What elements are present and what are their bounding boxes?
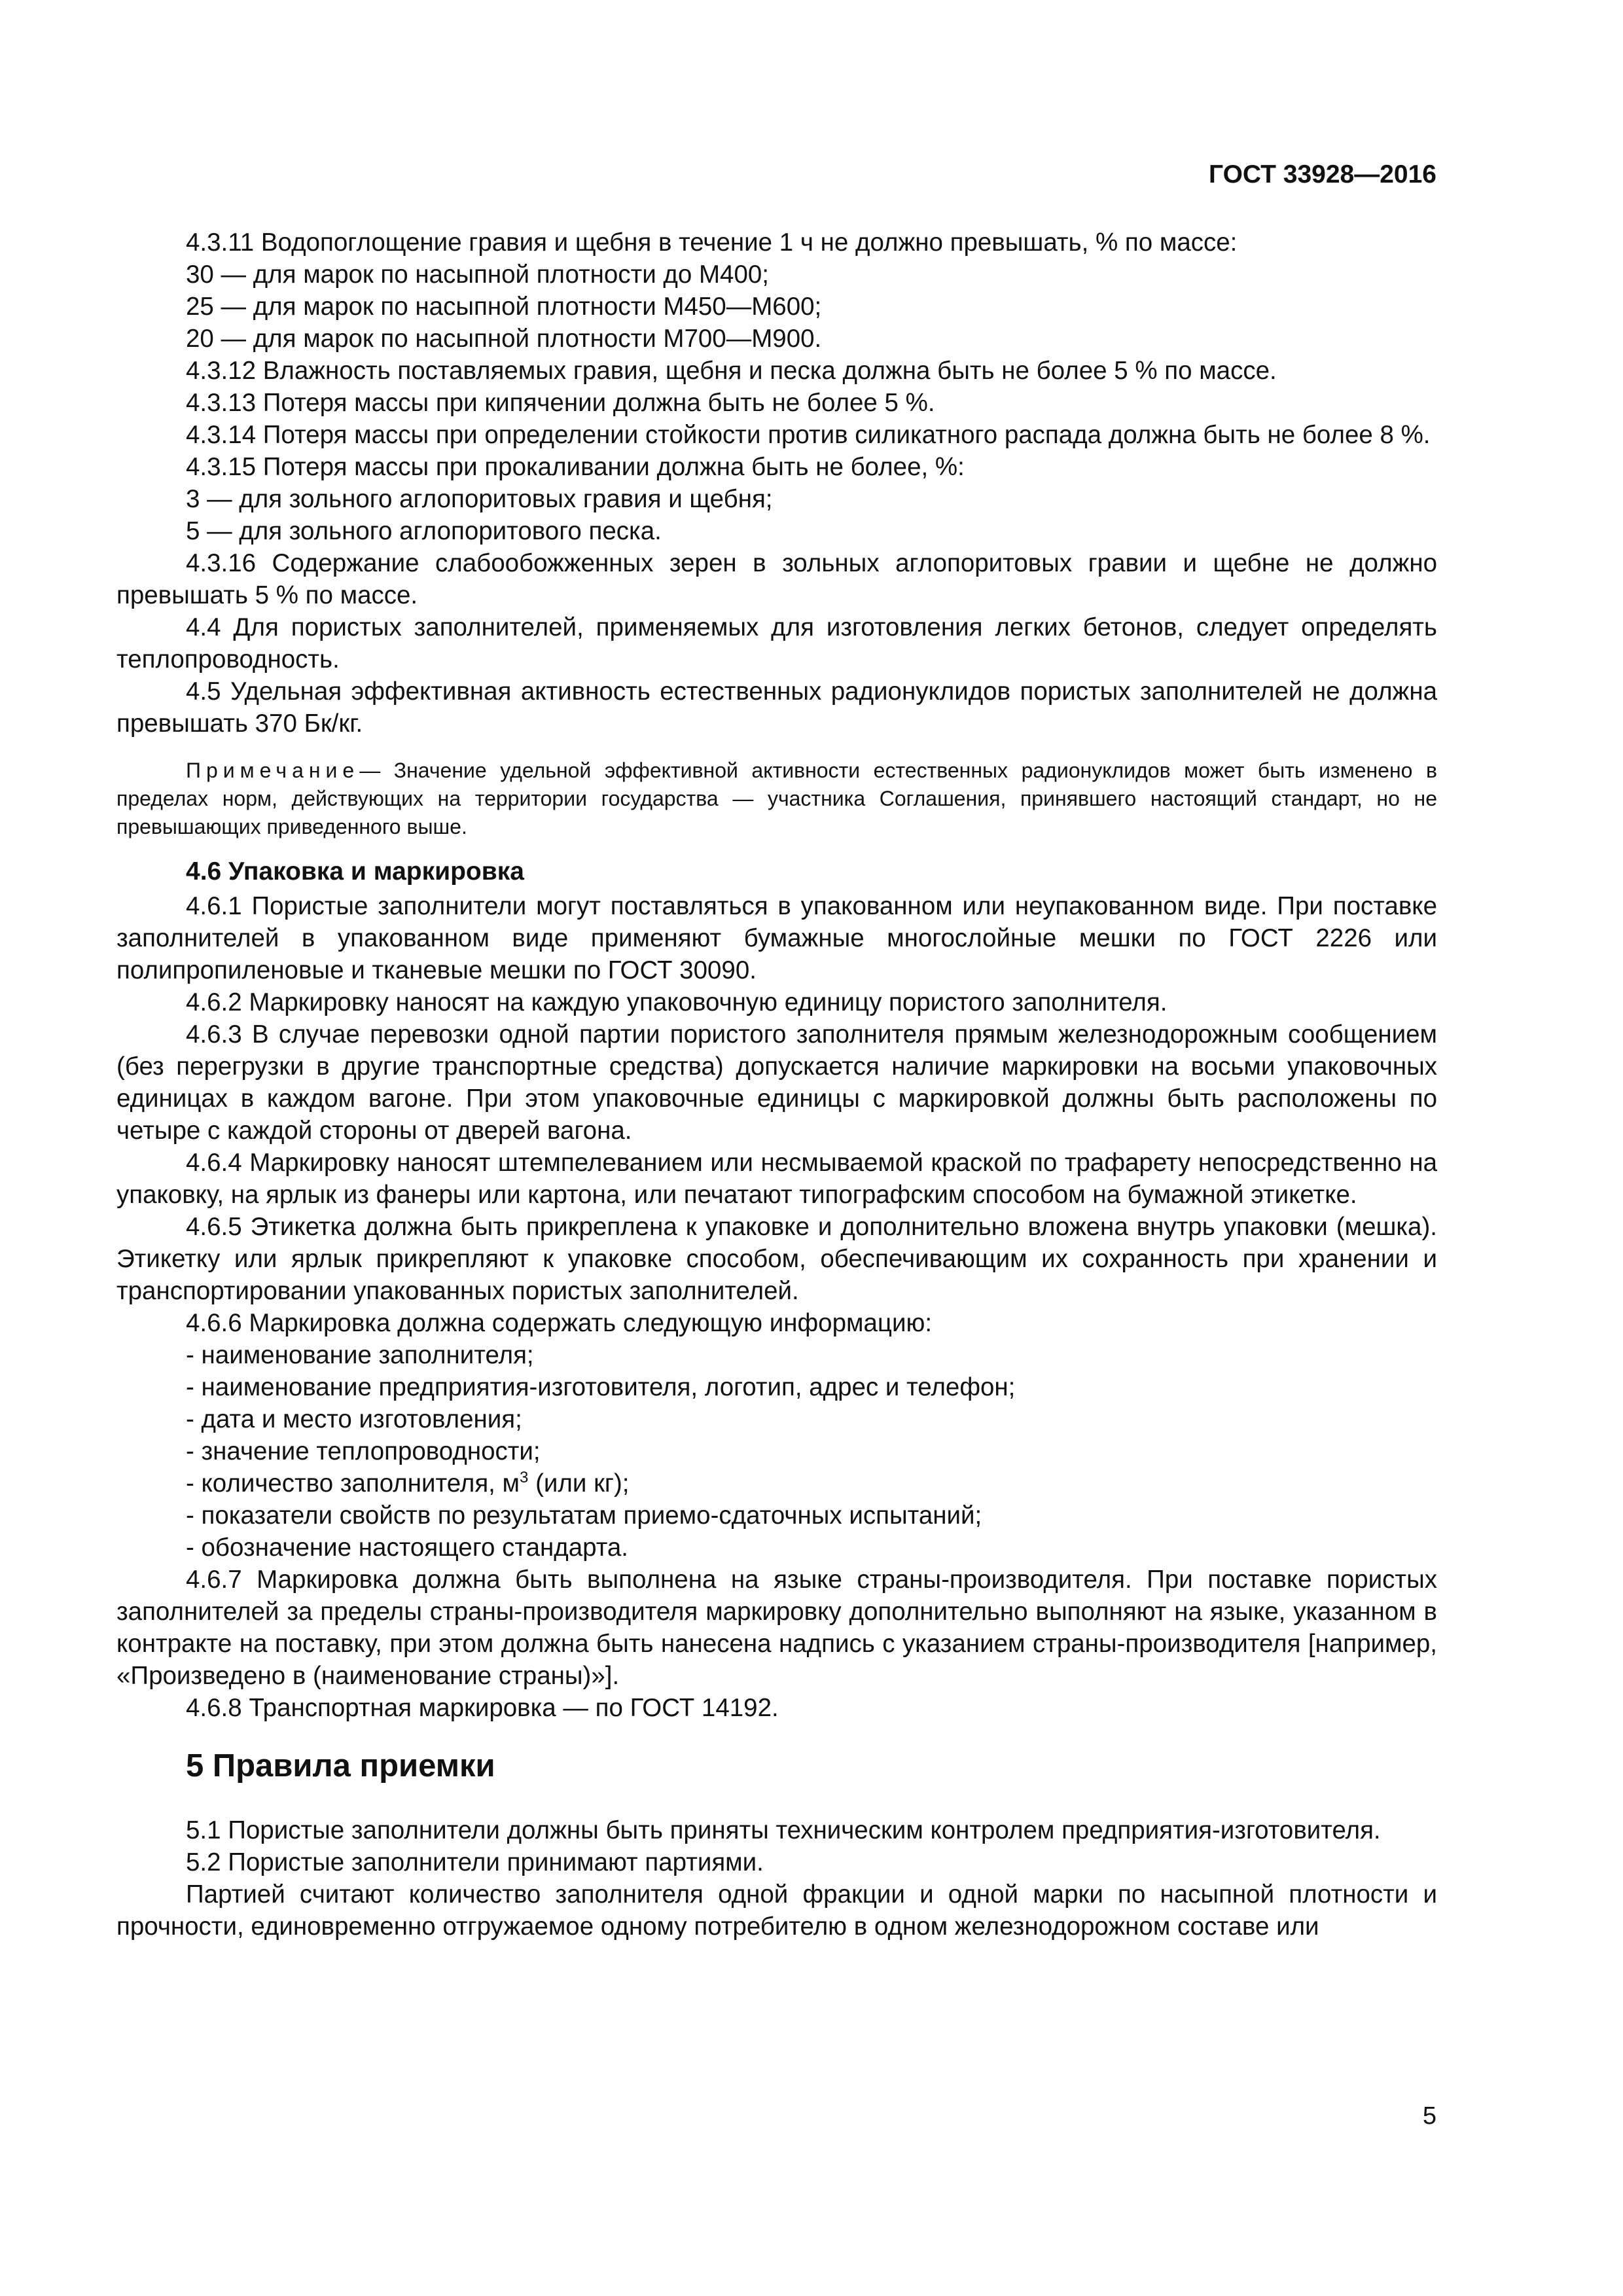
list-item: 30 — для марок по насыпной плотности до М400; [186,260,769,289]
paragraph: 4.3.11 Водопоглощение гравия и щебня в течение 1 ч не должно превышать, % по массе: [186,228,1238,257]
paragraph: 4.6.1 Пористые заполнители могут поставляться в упакованном или неупакованном виде. При поставке заполнителей в упакованном виде применяют бумажные многослойные мешки по ГОСТ 2226 или полипропиленовые и тканевые мешки по ГОСТ 30090. [116,892,1437,984]
paragraph: 4.6.6 Маркировка должна содержать следующую информацию: [186,1309,933,1337]
list-item: - обозначение настоящего стандарта. [186,1534,629,1562]
paragraph: 4.6.7 Маркировка должна быть выполнена на языке страны-производителя. При поставке пористых заполнителей за пределы страны-производителя маркировку дополнительно выполняют на языке, указанном в контракте на поставку, при этом должна быть нанесена надпись с указанием страны-производителя [например, «Произведено в (наименование страны)»]. [116,1566,1437,1690]
paragraph: 5.1 Пористые заполнители должны быть приняты техническим контролем предприятия-изготовителя. [186,1816,1381,1844]
subsection-4-6-part-2 [116,1499,1437,1724]
subsection-4-6-part-1 [116,890,1437,1467]
list-item: - значение теплопроводности; [186,1437,541,1465]
paragraph: 4.3.16 Содержание слабообожженных зерен в зольных аглопоритовых гравии и щебне не должно превышать 5 % по массе. [116,549,1437,609]
document-body [116,226,1437,1943]
paragraph: 4.6.5 Этикетка должна быть прикреплена к упаковке и дополнительно вложена внутрь упаковки (мешка). Этикетку или ярлык прикрепляют к упаковке способом, обеспечивающим их сохранность при хранении и транспортировании упакованных пористых заполнителей. [116,1213,1437,1305]
document-code-header: ГОСТ 33928—2016 [1209,160,1436,188]
paragraph: 4.3.13 Потеря массы при кипячении должна быть не более 5 %. [186,389,935,417]
quantity-unit-text: (или кг); [528,1469,630,1498]
list-item: - наименование заполнителя; [186,1341,534,1369]
note-block [116,757,1437,841]
list-item: 20 — для марок по насыпной плотности М700—М900. [186,325,822,353]
paragraph: 4.3.12 Влажность поставляемых гравия, щебня и песка должна быть не более 5 % по массе. [186,357,1277,385]
section-4-3-continuation [116,226,1437,740]
list-item: - дата и место изготовления; [186,1405,522,1433]
paragraph: 4.5 Удельная эффективная активность естественных радионуклидов пористых заполнителей не должна превышать 370 Бк/кг. [116,677,1437,738]
note-text: — Значение удельной эффективной активности естественных радионуклидов может быть изменено в пределах норм, действующих на территории государства — участника Соглашения, принявшего настоящий стандарт, но не превышающих приведенного выше. [116,759,1437,838]
section-heading: 5 Правила приемки [186,1748,495,1784]
paragraph: 4.3.14 Потеря массы при определении стойкости против силикатного распада должна быть не более 8 %. [186,421,1431,449]
subsection-heading: 4.6 Упаковка и маркировка [186,857,524,886]
list-item: - наименование предприятия-изготовителя, логотип, адрес и телефон; [186,1373,1016,1401]
cubic-superscript: 3 [520,1469,529,1487]
paragraph: Партией считают количество заполнителя одной фракции и одной марки по насыпной плотности и прочности, единовременно отгружаемое одному потребителю в одном железнодорожном составе или [116,1880,1437,1941]
paragraph: 4.3.15 Потеря массы при прокаливании должна быть не более, %: [186,453,965,481]
list-item: 25 — для марок по насыпной плотности М450—М600; [186,293,822,321]
list-item: 5 — для зольного аглопоритового песка. [186,517,662,545]
paragraph: 5.2 Пористые заполнители принимают партиями. [186,1848,764,1876]
section-5-body [116,1814,1437,1943]
list-item: 3 — для зольного аглопоритовых гравия и щебня; [186,485,773,513]
paragraph: 4.6.8 Транспортная маркировка — по ГОСТ 14192. [186,1694,779,1722]
note-label: Примечание [186,759,360,782]
list-item-quantity [116,1467,1437,1499]
paragraph: 4.6.3 В случае перевозки одной партии пористого заполнителя прямым железнодорожным сообщением (без перегрузки в другие транспортные средства) допускается наличие маркировки на восьми упаковочных единицах в каждом вагоне. При этом упаковочные единицы с маркировкой должны быть расположены по четыре с каждой стороны от дверей вагона. [116,1020,1437,1145]
quantity-text: - количество заполнителя, м [186,1469,520,1498]
page-number: 5 [1422,2102,1436,2130]
list-item: - показатели свойств по результатам приемо-сдаточных испытаний; [186,1501,982,1530]
paragraph: 4.6.4 Маркировку наносят штемпелеванием или несмываемой краской по трафарету непосредственно на упаковку, на ярлык из фанеры или картона, или печатают типографским способом на бумажной этикетке. [116,1149,1437,1209]
paragraph: 4.6.2 Маркировку наносят на каждую упаковочную единицу пористого заполнителя. [186,988,1168,1016]
paragraph: 4.4 Для пористых заполнителей, применяемых для изготовления легких бетонов, следует определять теплопроводность. [116,613,1437,673]
